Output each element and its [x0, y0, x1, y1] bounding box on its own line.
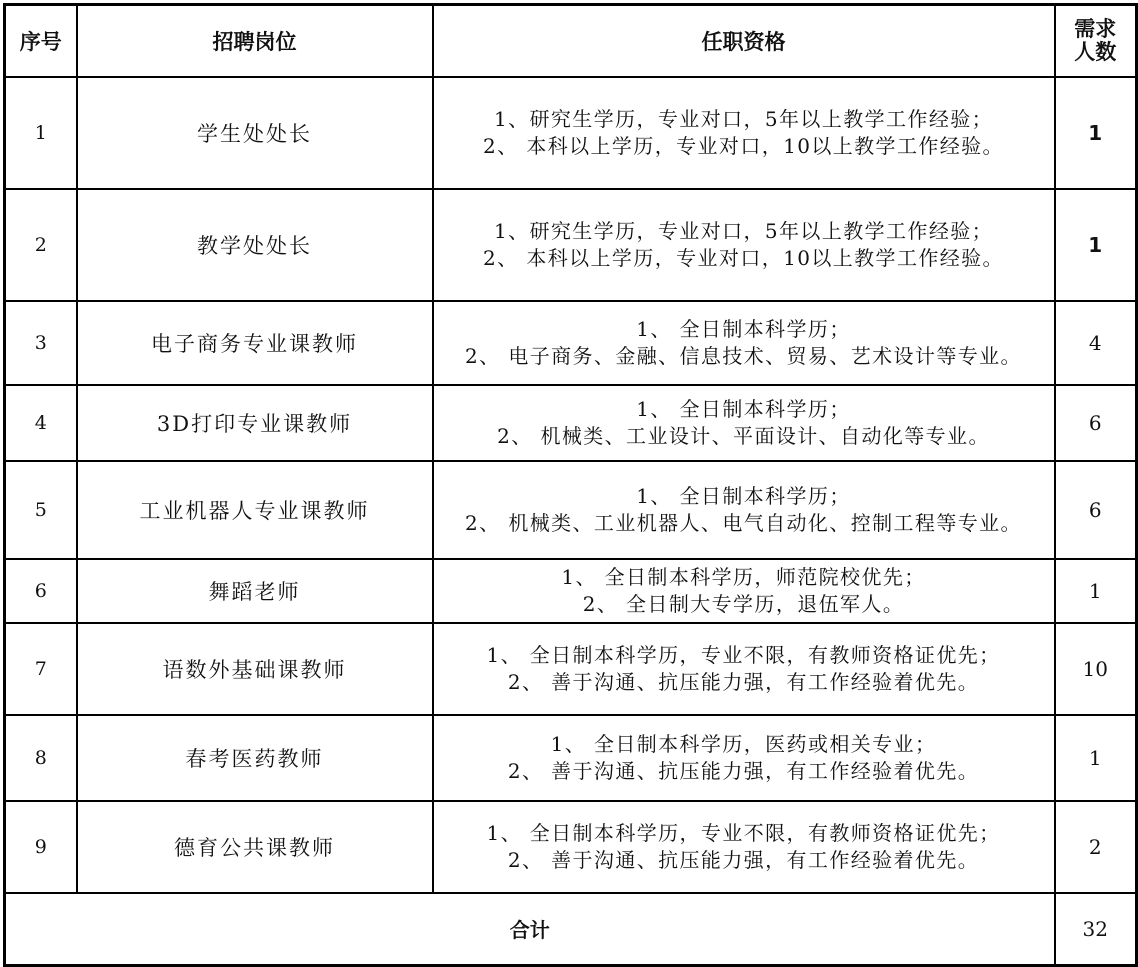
row-requirements: [433, 77, 1055, 189]
row-count: 1: [1055, 715, 1137, 801]
row-requirements: [433, 715, 1055, 801]
requirement-line: 1、研究生学历，专业对口，5年以上教学工作经验；: [493, 219, 994, 243]
row-index: 5: [5, 461, 77, 559]
row-position: 德育公共课教师: [77, 801, 433, 893]
requirement-line: 2、 电子商务、金融、信息技术、贸易、艺术设计等专业。: [465, 344, 1022, 368]
row-requirements: [433, 801, 1055, 893]
table-row: [5, 385, 1137, 461]
header-qualification: 任职资格: [433, 5, 1055, 78]
header-count: [1055, 5, 1137, 78]
total-label: 合计: [5, 893, 1055, 965]
row-index: 6: [5, 559, 77, 623]
requirement-line: 1、研究生学历，专业对口，5年以上教学工作经验；: [493, 107, 994, 131]
requirement-line: 2、 善于沟通、抗压能力强，有工作经验着优先。: [507, 759, 980, 783]
row-count: 1: [1055, 77, 1137, 189]
row-index: 7: [5, 623, 77, 715]
total-count: 32: [1055, 893, 1137, 965]
row-requirements: [433, 385, 1055, 461]
requirement-line: 1、 全日制本科学历；: [636, 484, 851, 508]
row-index: 4: [5, 385, 77, 461]
table-row: [5, 715, 1137, 801]
row-index: 8: [5, 715, 77, 801]
total-row: [5, 893, 1137, 965]
header-index: 序号: [5, 5, 77, 78]
row-count: 6: [1055, 385, 1137, 461]
requirement-line: 2、 本科以上学历，专业对口，10以上教学工作经验。: [483, 246, 1004, 270]
row-count: 10: [1055, 623, 1137, 715]
header-count-line1: 需求: [1074, 17, 1117, 41]
row-index: 1: [5, 77, 77, 189]
table-row: [5, 189, 1137, 301]
requirement-line: 2、 本科以上学历，专业对口，10以上教学工作经验。: [483, 134, 1004, 158]
table-row: [5, 801, 1137, 893]
requirement-line: 1、 全日制本科学历；: [636, 317, 851, 341]
requirement-line: 2、 善于沟通、抗压能力强，有工作经验着优先。: [507, 670, 980, 694]
table-row: [5, 623, 1137, 715]
recruitment-table: [3, 3, 1138, 967]
requirement-line: 1、 全日制本科学历，师范院校优先；: [561, 565, 926, 589]
row-requirements: [433, 189, 1055, 301]
table-row: [5, 461, 1137, 559]
table-row: [5, 301, 1137, 385]
row-position: 3D打印专业课教师: [77, 385, 433, 461]
row-position: 语数外基础课教师: [77, 623, 433, 715]
row-requirements: [433, 461, 1055, 559]
row-index: 2: [5, 189, 77, 301]
requirement-line: 2、 善于沟通、抗压能力强，有工作经验着优先。: [507, 848, 980, 872]
requirement-line: 2、 全日制大专学历，退伍军人。: [582, 592, 905, 616]
row-position: 学生处处长: [77, 77, 433, 189]
table-row: [5, 77, 1137, 189]
requirement-line: 1、 全日制本科学历，专业不限，有教师资格证优先；: [486, 643, 1001, 667]
row-count: 2: [1055, 801, 1137, 893]
row-position: 工业机器人专业课教师: [77, 461, 433, 559]
row-index: 9: [5, 801, 77, 893]
requirement-line: 1、 全日制本科学历；: [636, 397, 851, 421]
row-count: 4: [1055, 301, 1137, 385]
row-position: 教学处处长: [77, 189, 433, 301]
row-position: 舞蹈老师: [77, 559, 433, 623]
requirement-line: 1、 全日制本科学历，专业不限，有教师资格证优先；: [486, 821, 1001, 845]
row-count: 1: [1055, 559, 1137, 623]
table-header-row: [5, 5, 1137, 78]
requirement-line: 2、 机械类、工业设计、平面设计、自动化等专业。: [497, 424, 990, 448]
row-requirements: [433, 301, 1055, 385]
row-index: 3: [5, 301, 77, 385]
header-position: 招聘岗位: [77, 5, 433, 78]
row-count: 6: [1055, 461, 1137, 559]
row-position: 春考医药教师: [77, 715, 433, 801]
requirement-line: 2、 机械类、工业机器人、电气自动化、控制工程等专业。: [465, 511, 1022, 535]
header-count-line2: 人数: [1074, 40, 1117, 64]
requirement-line: 1、 全日制本科学历，医药或相关专业；: [550, 732, 937, 756]
row-position: 电子商务专业课教师: [77, 301, 433, 385]
row-count: 1: [1055, 189, 1137, 301]
row-requirements: [433, 623, 1055, 715]
row-requirements: [433, 559, 1055, 623]
table-row: [5, 559, 1137, 623]
